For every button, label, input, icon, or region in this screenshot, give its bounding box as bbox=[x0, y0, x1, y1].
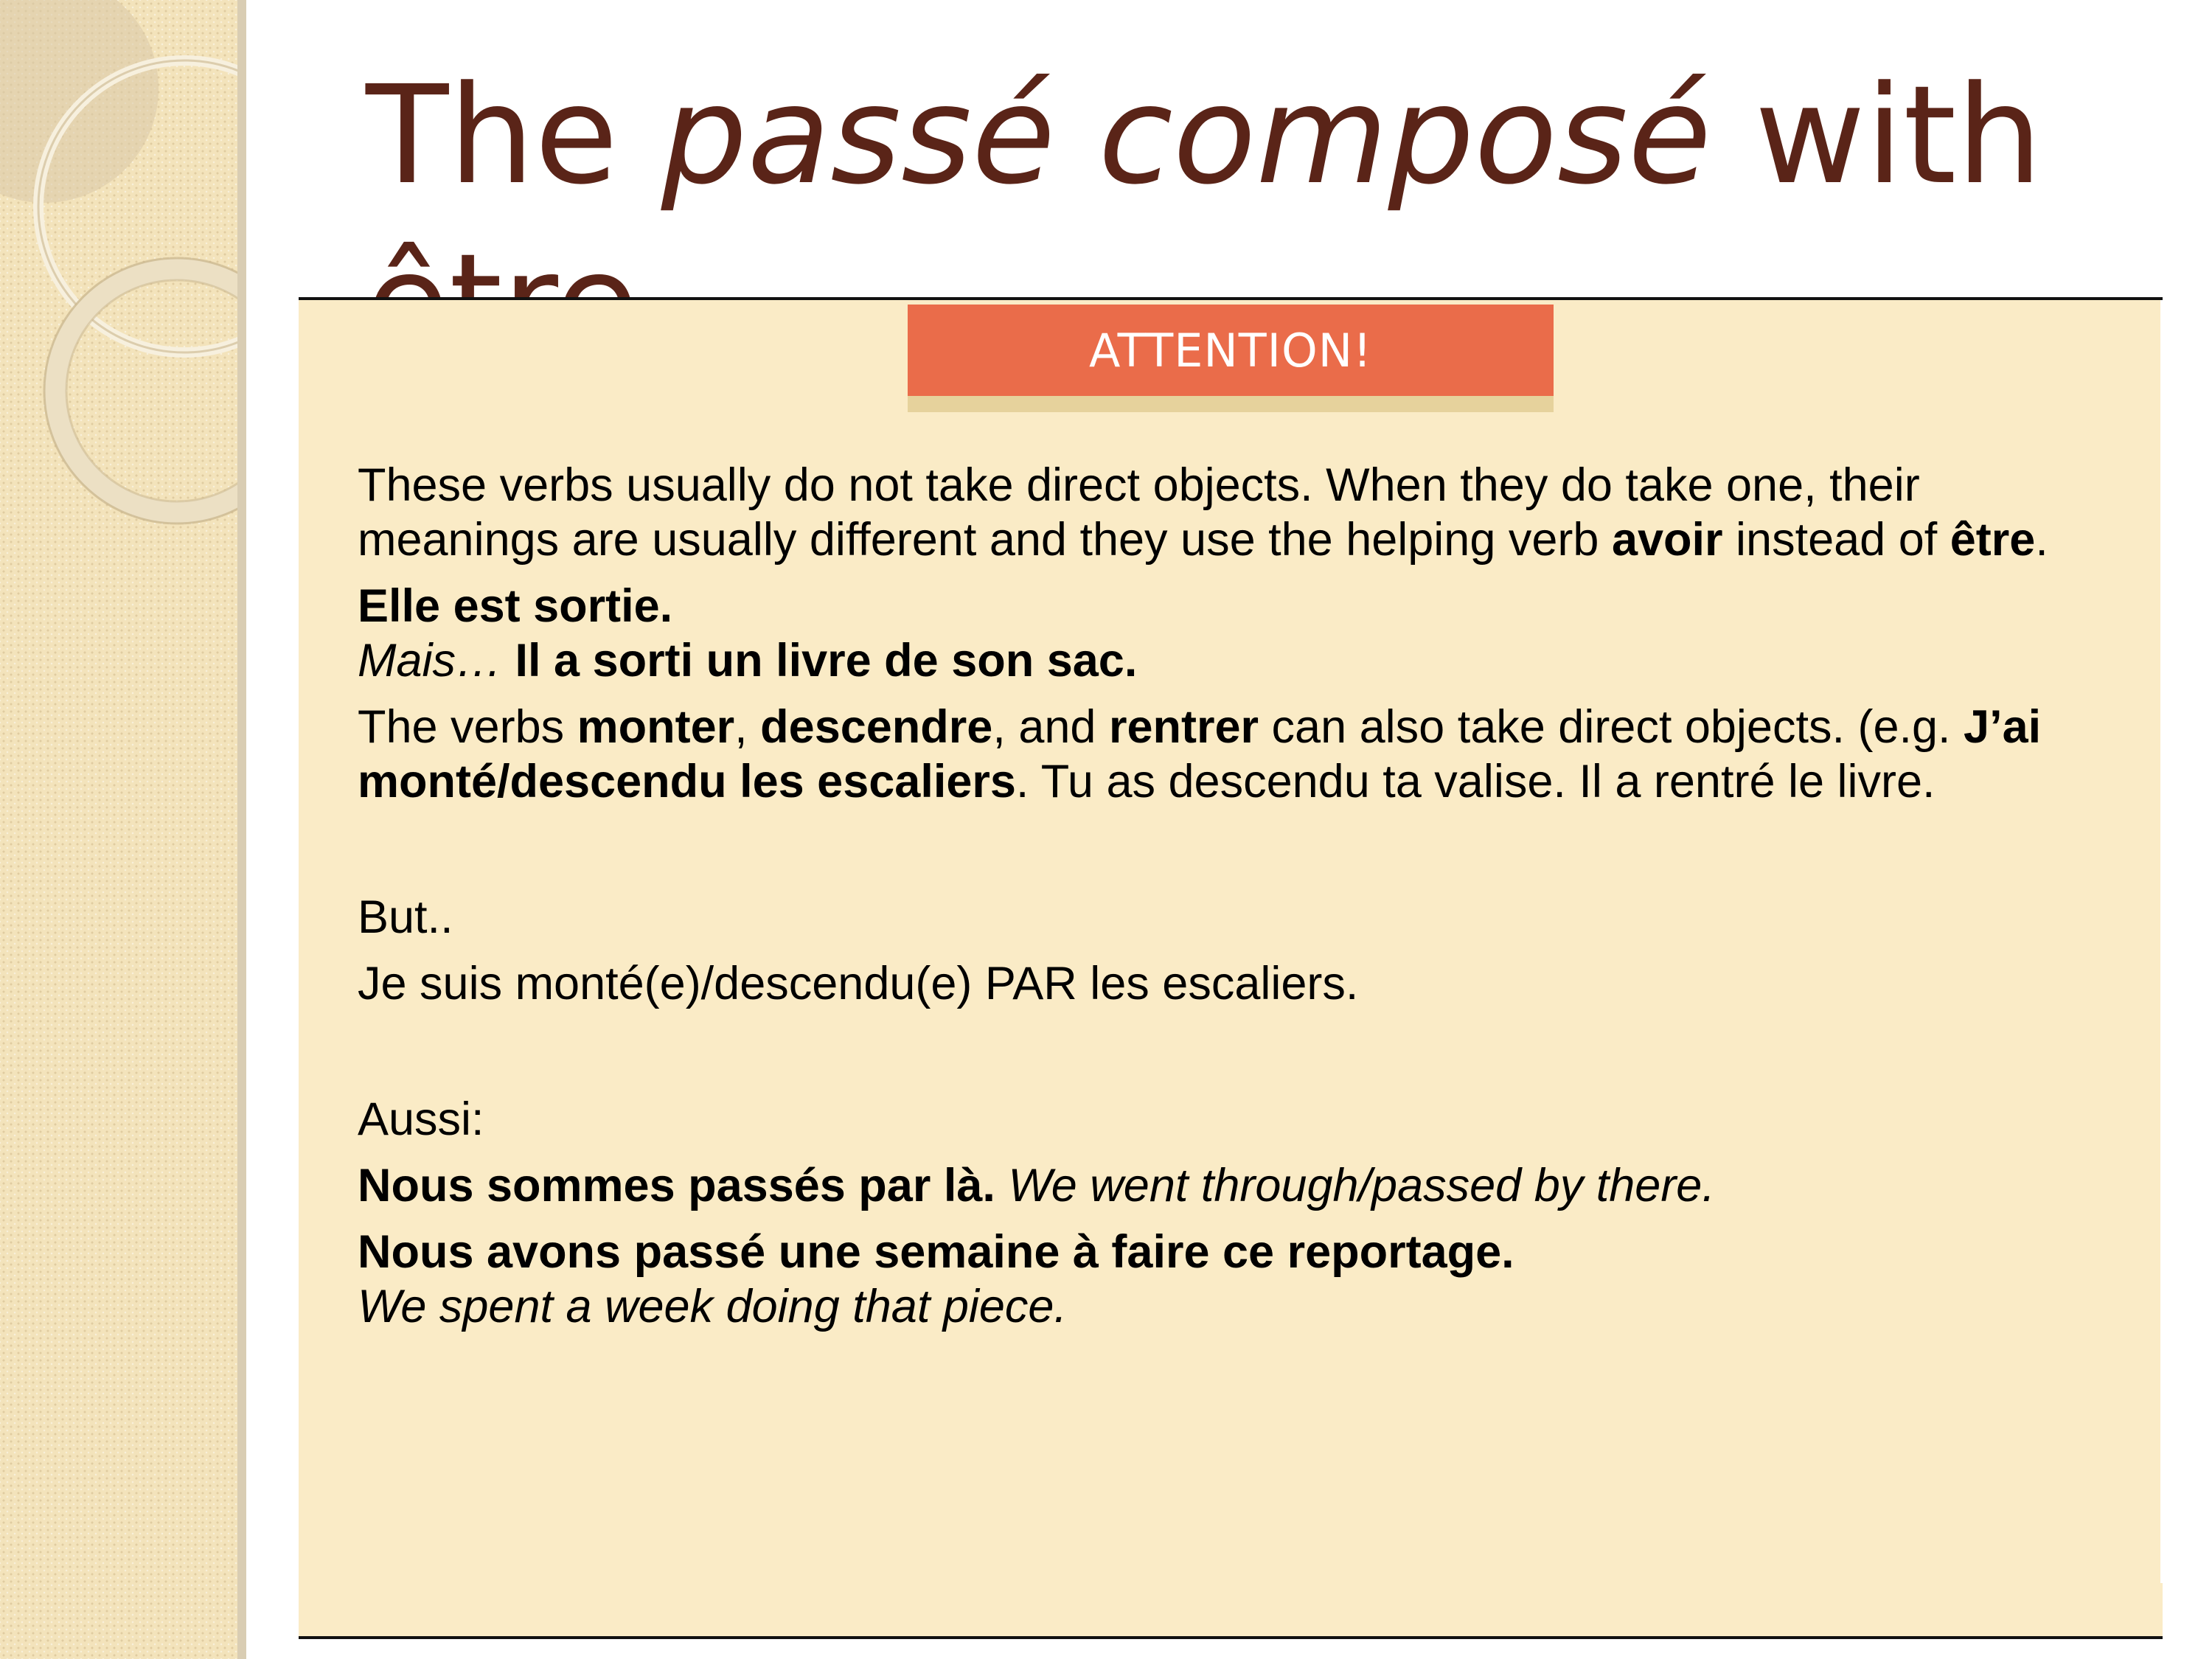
title-text-italic: passé composé bbox=[661, 57, 1712, 215]
spacer bbox=[358, 1023, 2112, 1092]
paragraph-sortir-example bbox=[358, 579, 2112, 688]
text-segment: can also take direct objects. (e.g. bbox=[1259, 701, 1964, 753]
but-label: But.. bbox=[358, 891, 453, 943]
example-bold: Nous avons passé une semaine à faire ce reportage. bbox=[358, 1226, 1514, 1278]
text-segment: . bbox=[2035, 514, 2048, 566]
example-je-suis-monte: Je suis monté(e)/descendu(e) PAR les escaliers. bbox=[358, 958, 1359, 1009]
text-segment: . Tu as descendu ta valise. Il a rentré le livre. bbox=[1015, 756, 1935, 807]
mais-label: Mais… bbox=[358, 635, 503, 686]
example-translation: We went through/passed by there. bbox=[1008, 1160, 1715, 1211]
text-segment: , and bbox=[992, 701, 1109, 753]
panel-edge bbox=[2160, 300, 2163, 1583]
panel-content bbox=[358, 458, 2112, 1346]
paragraph-direct-objects bbox=[358, 458, 2112, 567]
example-passes-par-la bbox=[358, 1158, 2112, 1213]
attention-panel bbox=[299, 297, 2163, 1639]
bold-descendre: descendre bbox=[760, 701, 993, 753]
bold-etre: être bbox=[1950, 514, 2036, 566]
text-segment: These verbs usually do not take direct objects. When they do take one, their meanings are usually different and they use the helping verb bbox=[358, 459, 1920, 566]
bold-avoir: avoir bbox=[1611, 514, 1723, 566]
example-translation: We spent a week doing that piece. bbox=[358, 1281, 1067, 1332]
example-elle-est-sortie: Elle est sortie. bbox=[358, 580, 673, 632]
aussi-label: Aussi: bbox=[358, 1093, 484, 1145]
bold-escaliers-example: J’ai monté/descendu les escaliers bbox=[358, 701, 2042, 807]
bold-monter: monter bbox=[577, 701, 735, 753]
attention-banner bbox=[908, 305, 1554, 396]
decorative-side-strip bbox=[0, 0, 246, 1659]
text-segment: The verbs bbox=[358, 701, 577, 753]
title-text-part3: with bbox=[1754, 57, 2042, 215]
example-il-a-sorti: Il a sorti un livre de son sac. bbox=[515, 635, 1138, 686]
example-passe-une-semaine bbox=[358, 1225, 2112, 1334]
decorative-rings bbox=[0, 0, 246, 531]
side-strip-edge bbox=[237, 0, 246, 1659]
text-segment: , bbox=[734, 701, 761, 753]
spacer bbox=[358, 821, 2112, 890]
title-text-part1: The bbox=[366, 57, 661, 215]
text-segment: instead of bbox=[1722, 514, 1950, 566]
paragraph-other-verbs bbox=[358, 700, 2112, 809]
bold-rentrer: rentrer bbox=[1108, 701, 1259, 753]
example-bold: Nous sommes passés par là. bbox=[358, 1160, 995, 1211]
banner-label: ATTENTION! bbox=[1089, 323, 1372, 378]
